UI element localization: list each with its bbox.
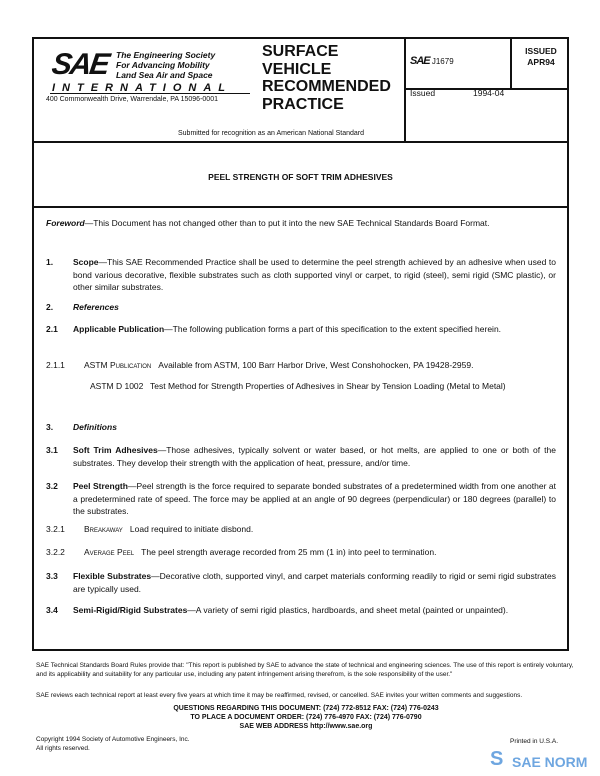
divider (510, 37, 512, 89)
policy-note: SAE Technical Standards Board Rules provide that: "This report is published by SAE to advance the state of technical and engineering sciences. The use of this report is entirely voluntary, and its applicability and suitability for any particular use, including any patent infringement arising therefrom, is the sole responsibility of the user." (36, 662, 574, 678)
section-3-4: 3.4 Semi-Rigid/Rigid Substrates—A variety of semi rigid plastics, hardboards, and sheet metal (painted or unpainted). (46, 605, 509, 615)
section-3-3: 3.3 Flexible Substrates—Decorative cloth, supported vinyl, and carpet materials conforming readily to rigid or semi rigid substrates are typically used. (46, 571, 557, 594)
foreword: Foreword—This Document has not changed other than to put it into the new SAE Technical Standards Board Format. (46, 218, 490, 228)
issued-label: Issued (410, 88, 436, 98)
address: 400 Commonwealth Drive, Warrendale, PA 15096-0001 (46, 96, 218, 103)
section-scope: 1. Scope—This SAE Recommended Practice shall be used to determine the peel strength achieved by an adhesive when used to bond various decorative, flexible substrates such as cloth supported vinyl or carpet, to rigid (steel), semi rigid (SMC plastic), or other similar substrates. (46, 257, 556, 292)
document-category: SURFACE VEHICLE RECOMMENDED PRACTICE (262, 43, 391, 113)
document-number: SAE J1679 (410, 55, 454, 67)
section-3-1: 3.1 Soft Trim Adhesives—Those adhesives, typically solvent or water based, or hot melts, are applied to one or both of the substrates. They develop their strength with the application of heat, pressure, and/or time. (46, 445, 556, 468)
issued-date: 1994-04 (473, 88, 505, 98)
section-3-2-2: 3.2.2 Average Peel The peel strength average recorded from 25 mm (1 in) into peel to termination. (46, 547, 437, 557)
document-title: PEEL STRENGTH OF SOFT TRIM ADHESIVES (208, 172, 393, 182)
divider (32, 141, 569, 143)
section-2-1: 2.1 Applicable Publication—The following publication forms a part of this specification to the extent specified herein. (46, 324, 502, 334)
watermark-text: SAE NORM (512, 754, 588, 770)
watermark-logo: S (490, 748, 504, 770)
review-note: SAE reviews each technical report at least every five years at which time it may be reaffirmed, revised, or cancelled. SAE invites your written comments and suggestions. (36, 692, 523, 699)
issued-badge: ISSUED APR94 (525, 46, 557, 67)
sae-logo: SAE (49, 48, 111, 81)
section-2-1-1: 2.1.1 ASTM Publication Available from ASTM, 100 Barr Harbor Drive, West Conshohocken, PA 19428-2959. (46, 360, 474, 370)
divider (32, 206, 569, 208)
section-definitions: 3. Definitions (46, 422, 117, 432)
section-3-2-1: 3.2.1 Breakaway Load required to initiate disbond. (46, 524, 254, 534)
astm-reference: ASTM D 1002 Test Method for Strength Properties of Adhesives in Shear by Tension Loading (Metal to Metal) (90, 381, 506, 391)
printed-in: Printed in U.S.A. (510, 738, 559, 745)
copyright: Copyright 1994 Society of Automotive Engineers, Inc. All rights reserved. (36, 736, 190, 752)
divider (404, 37, 406, 143)
section-references: 2. References (46, 302, 119, 312)
submitted-note: Submitted for recognition as an American National Standard (178, 130, 364, 137)
section-3-2: 3.2 Peel Strength—Peel strength is the force required to separate bonded substrates of a predetermined width from one another at a predetermined rate of speed. The force may be applied at an angle of 90 degrees (perpendicular) or 180 degrees (parallel) to the substrates. (46, 481, 556, 516)
contact-info: QUESTIONS REGARDING THIS DOCUMENT: (724) 772-8512 FAX: (724) 776-0243 TO PLACE A DOCUMENT ORDER: (724) 776-4970 FAX: (724) 776-0790 SAE WEB ADDRESS http://www.sae.org (173, 705, 439, 730)
society-tagline: The Engineering Society For Advancing Mobility Land Sea Air and Space (116, 50, 216, 80)
international-label: INTERNATIONAL (52, 82, 233, 94)
